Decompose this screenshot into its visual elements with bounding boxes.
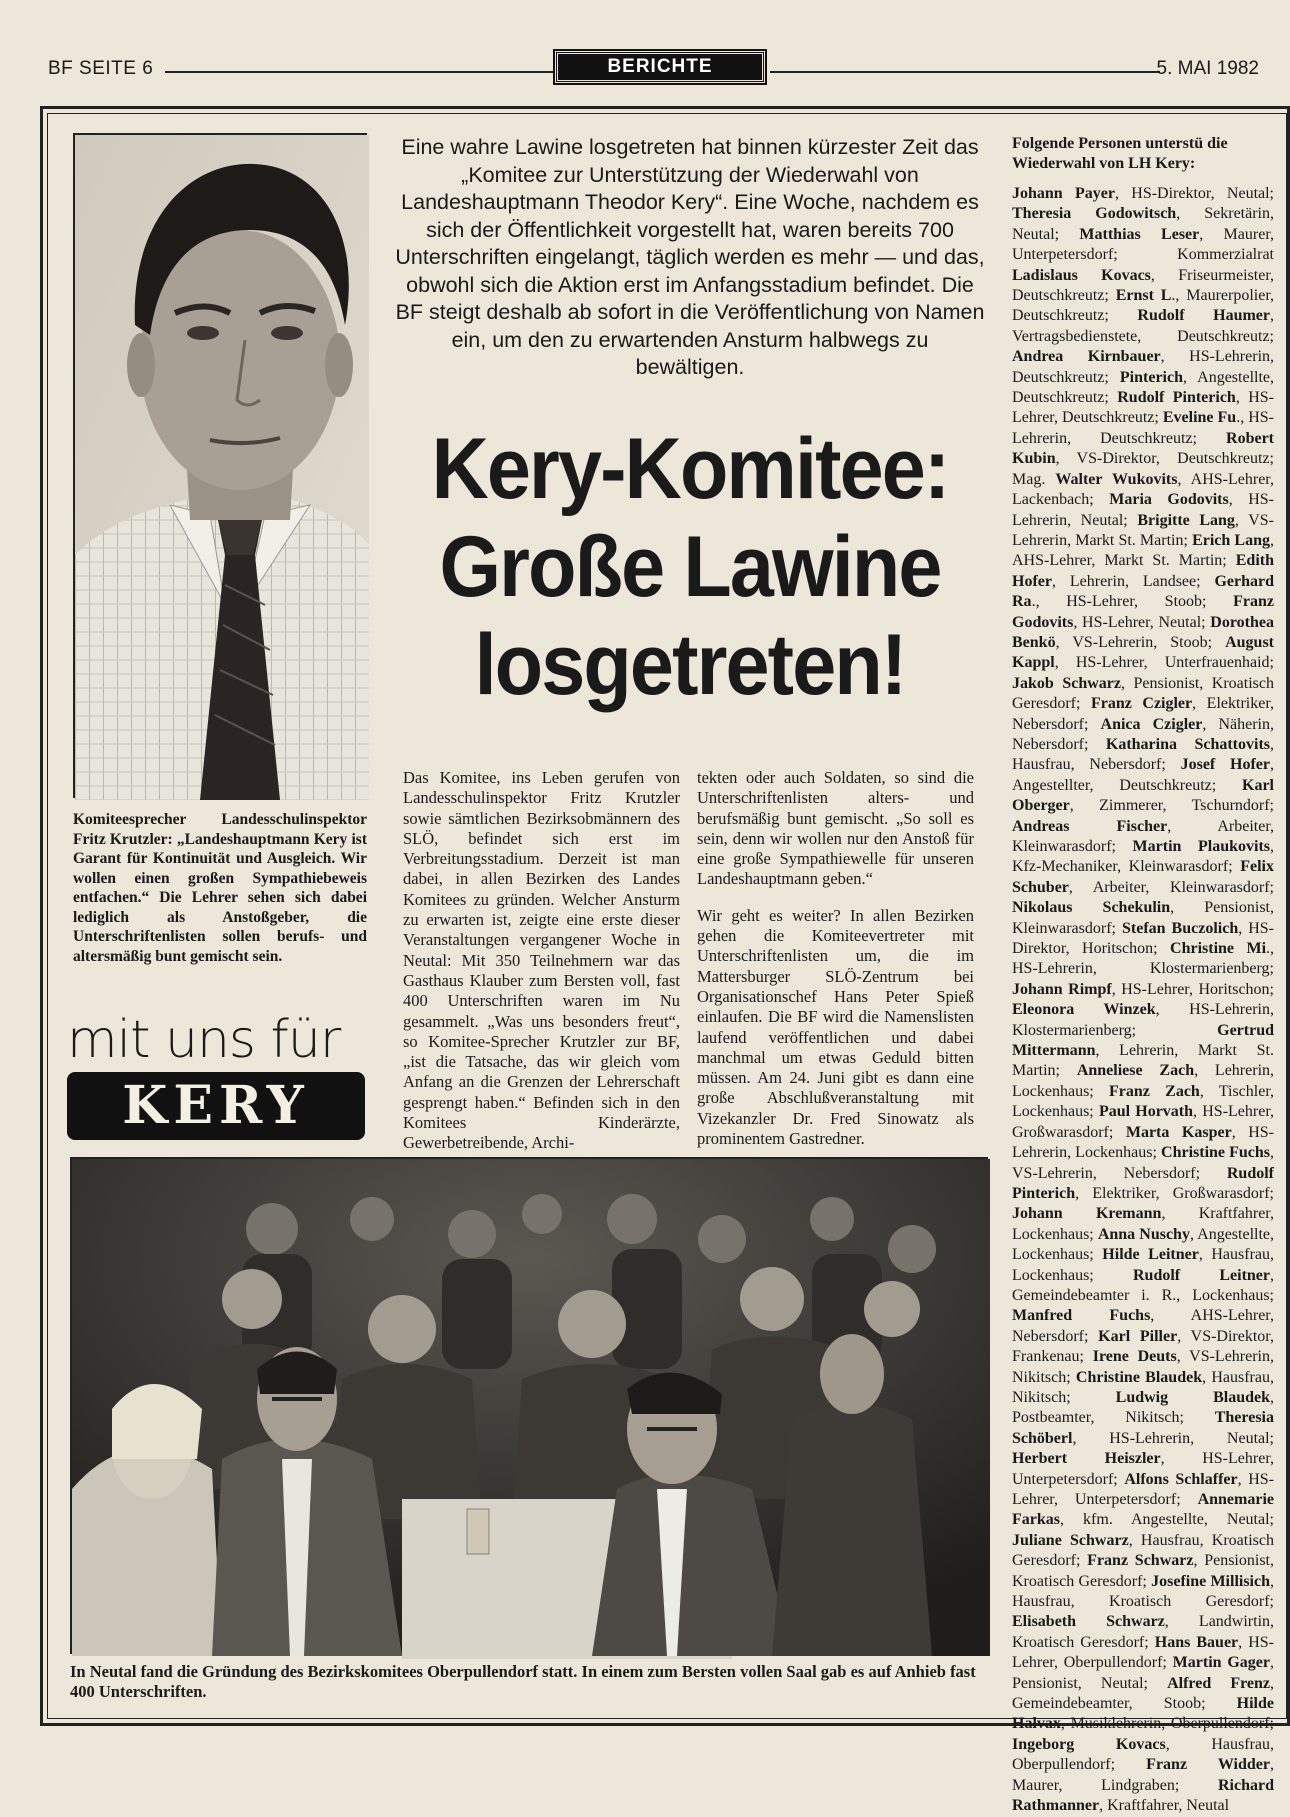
- supporter-details: , kfm. Angestellte, Neutal;: [1060, 1511, 1274, 1529]
- supporter-details: , HS-Lehrer, Horitschon;: [1111, 980, 1275, 998]
- supporter-details: , Lehrerin, Lockenhaus;: [1012, 1062, 1275, 1100]
- supporter-details: , Lehrerin, Landsee;: [1051, 572, 1215, 590]
- supporter-details: , AHS-Lehrer, Markt St. Martin;: [1012, 531, 1275, 570]
- supporter-name: Jakob Schwarz: [1012, 674, 1121, 692]
- supporter-name: Dorothea Benkö: [1012, 613, 1274, 651]
- supporter-name: Andrea Kirnbauer: [1012, 348, 1161, 366]
- supporter-details: , HS-Lehrerin, Neutal;: [1072, 1429, 1274, 1447]
- supporter-details: , Kraftfahrer, Lockenhaus;: [1012, 1205, 1274, 1243]
- supporter-details: , HS-Lehrer, Unterfrauenhaid;: [1054, 654, 1274, 672]
- supporter-details: ., Maurerpolier, Deutschkreutz;: [1012, 287, 1275, 325]
- headline-line-3: losgetreten!: [474, 617, 906, 713]
- supporter-details: , HS-Lehrerin, Klostermarienberg;: [1012, 1001, 1274, 1039]
- issue-date: 5. MAI 1982: [1156, 58, 1259, 79]
- supporter-details: , Kfz-Mechaniker, Kleinwarasdorf;: [1012, 838, 1274, 876]
- supporter-name: Eveline Fu: [1162, 409, 1237, 427]
- supporter-details: , Elektriker, Nebersdorf;: [1012, 695, 1275, 733]
- supporter-name: Richard Rathmanner: [1012, 1776, 1274, 1815]
- logo-script-text: mit uns für: [67, 1010, 341, 1070]
- supporter-list-body: [1012, 184, 1274, 1817]
- supporter-name: Andreas Fischer: [1012, 817, 1168, 835]
- supporter-details: , Angestellte, Deutschkreutz;: [1012, 368, 1274, 407]
- supporter-name: Josef Hofer: [1180, 756, 1270, 774]
- event-photo: [70, 1157, 988, 1654]
- supporter-details: , Pensionist, Neutal;: [1012, 1654, 1274, 1692]
- supporter-details: , Pensionist, Kroatisch Geresdorf;: [1012, 674, 1274, 713]
- body-column-2-paragraph-2: Wir geht es weiter? In allen Bezirken gehen die Komiteevertreter mit Unterschriftenlisten um, die im Mattersburger SLÖ-Zentrum bei Organisationschef Hans Peter Spieß einlaufen. Die BF wird die Namenslisten laufend veröffentlichen und dabei manchmal um etwas Geduld bitten müssen. Am 24. Juni gibt es dann eine große Abschlußveranstaltung mit Vizekanzler Dr. Fred Sinowatz als prominentem Gastredner.: [697, 905, 974, 1149]
- supporter-name: Hans Bauer: [1154, 1633, 1239, 1651]
- body-column-2: [697, 768, 974, 1149]
- supporter-name: August Kappl: [1012, 633, 1274, 672]
- supporter-details: , Maurer, Lindgraben;: [1012, 1756, 1274, 1794]
- supporter-name: Ernst L: [1115, 287, 1172, 305]
- supporter-name: Franz Czigler: [1090, 695, 1193, 713]
- body-column-2-paragraph-1: tekten oder auch Soldaten, so sind die Unterschriftenlisten alters- und berufsmäßig bunt gemischt. „So soll es sein, denn wir wollen nur den Anstoß für eine große Sympathiewelle für unseren Landeshauptmann geben.“: [697, 768, 974, 889]
- supporter-details: , Maurer, Unterpetersdorf; Kommerzialrat: [1012, 225, 1275, 264]
- supporter-details: , Gemeindebeamter, Stoob;: [1012, 1674, 1274, 1713]
- supporter-details: , Angestellter, Deutschkreutz;: [1012, 756, 1274, 794]
- supporter-name: Johann Kremann: [1012, 1205, 1162, 1223]
- supporter-name: Anneliese Zach: [1076, 1062, 1195, 1080]
- supporter-details: , AHS-Lehrer, Lackenbach;: [1012, 470, 1274, 509]
- supporter-details: , Landwirtin, Kroatisch Geresdorf;: [1012, 1613, 1275, 1651]
- supporter-name: Johann Rimpf: [1012, 980, 1112, 998]
- supporter-details: , Arbeiter, Kleinwarasdorf;: [1012, 817, 1275, 855]
- body-column-1: Das Komitee, ins Leben gerufen von Landesschulinspektor Fritz Krutzler sowie sämtlichen Bezirksobmännern des SLÖ, befindet sich erst im Verbreitungsstadium. Derzeit ist man dabei, in allen Bezirken des Landes Komitees zu gründen. Welcher Ansturm zu erwarten ist, zeigte eine erste dieser Veranstaltungen vergangener Woche in Neutal: Mit 350 Teilnehmern war das Gasthaus Klauber zum Bersten voll, fast 400 Unterschriften waren im Nu gesammelt. „Was uns besonders freut“, so Komitee-Sprecher Krutzler zur BF, „ist die Tatsache, das wir gleich vom Anfang an die Grenzen der Lehrerschaft gesprengt haben.“ Befinden sich in den Komitees Kinderärzte, Gewerbetreibende, Archi-: [403, 768, 680, 1153]
- headline-line-2: Große Lawine: [439, 519, 941, 615]
- supporter-name: Karl Piller: [1098, 1327, 1178, 1345]
- page-number: BF SEITE 6: [48, 58, 154, 79]
- supporter-name: Alfred Frenz: [1167, 1674, 1270, 1692]
- supporter-name: Theresia Godowitsch: [1012, 205, 1177, 223]
- supporter-details: , VS-Lehrerin, Stoob;: [1055, 633, 1226, 651]
- supporter-name: Ingeborg Kovacs: [1012, 1735, 1166, 1753]
- supporter-name: Irene Deuts: [1092, 1348, 1177, 1366]
- supporter-name: Stefan Buczolich: [1121, 919, 1239, 937]
- supporter-name: Martin Plaukovits: [1132, 838, 1270, 855]
- supporter-name: Christine Fuchs: [1161, 1144, 1271, 1162]
- supporter-details: , HS-Direktor, Horitschon;: [1012, 919, 1275, 958]
- supporter-name: Brigitte Lang: [1137, 511, 1235, 529]
- portrait-caption: Komiteesprecher Landesschulinspektor Fritz Krutzler: „Landeshauptmann Kery ist Garant für Kontinuität und Ausgleich. Wir wollen einen großen Sympathiebeweis entfachen.“ Die Lehrer sehen sich dabei lediglich als Anstoßgeber, die Unterschriftenlisten sollen berufs- und altersmäßig bunt gemischt sein.: [73, 811, 367, 965]
- supporter-details: , VS-Lehrerin, Nikitsch;: [1012, 1348, 1275, 1386]
- supporter-details: , Arbeiter, Kleinwarasdorf;: [1068, 878, 1274, 896]
- supporter-details: , Zimmerer, Tschurndorf;: [1069, 797, 1274, 815]
- supporter-details: , VS-Lehrerin, Nebersdorf;: [1012, 1144, 1275, 1182]
- supporter-name: Matthias Leser: [1079, 225, 1200, 243]
- supporter-details: , Angestellte, Lockenhaus;: [1012, 1225, 1274, 1264]
- supporter-name: Anna Nuschy: [1097, 1225, 1190, 1243]
- supporter-details: , Hausfrau, Nebersdorf;: [1012, 735, 1274, 774]
- supporter-name: Gertrud Mittermann: [1012, 1021, 1274, 1060]
- supporter-details: , Pensionist, Kroatisch Geresdorf;: [1012, 1552, 1274, 1590]
- supporter-name: Felix Schuber: [1012, 858, 1274, 896]
- supporter-list-heading: Folgende Personen unterstü die Wiederwahl von LH Kery:: [1012, 135, 1228, 172]
- supporter-details: , VS-Direktor, Deutschkreutz; Mag.: [1012, 450, 1274, 488]
- supporter-details: , Hausfrau, Kroatisch Geresdorf;: [1012, 1531, 1274, 1570]
- portrait-illustration: [75, 135, 369, 800]
- supporter-name: Franz Zach: [1109, 1082, 1200, 1100]
- portrait-photo: [73, 133, 367, 798]
- supporter-name: Pinterich: [1119, 368, 1183, 386]
- supporter-details: , Hausfrau, Nikitsch;: [1012, 1368, 1274, 1406]
- supporter-details: , Pensionist, Kleinwarasdorf;: [1012, 899, 1274, 937]
- supporter-name: Johann Payer: [1012, 185, 1115, 202]
- supporter-name: Alfons Schlaffer: [1124, 1470, 1238, 1488]
- supporter-details: , Postbeamter, Nikitsch;: [1012, 1388, 1274, 1427]
- supporter-name: Herbert Heiszler: [1012, 1450, 1161, 1468]
- supporter-name: Franz Godovits: [1012, 593, 1274, 631]
- supporter-details: , Gemeindebeamter i. R., Lockenhaus;: [1012, 1266, 1274, 1304]
- supporter-name: Manfred Fuchs: [1012, 1307, 1151, 1325]
- supporter-details: , Näherin, Nebersdorf;: [1012, 715, 1275, 753]
- supporter-name: Erich Lang: [1192, 531, 1271, 549]
- supporter-name: Elisabeth Schwarz: [1012, 1613, 1165, 1631]
- supporter-name: Juliane Schwarz: [1012, 1531, 1129, 1549]
- supporter-name: Ludwig Blaudek: [1115, 1388, 1270, 1406]
- supporter-details: , Vertragsbedienstete, Deutschkreutz;: [1012, 307, 1274, 345]
- supporter-details: , Lehrerin, Markt St. Martin;: [1012, 1042, 1274, 1080]
- supporter-details: , HS-Lehrer, Unterpetersdorf;: [1012, 1450, 1274, 1488]
- supporter-name: Franz Schwarz: [1087, 1552, 1194, 1570]
- supporter-name: Ladislaus Kovacs: [1012, 266, 1151, 284]
- headline: [419, 420, 962, 714]
- supporter-details: , Kraftfahrer, Neutal: [1099, 1797, 1230, 1815]
- supporter-details: , Tischler, Lockenhaus;: [1012, 1082, 1275, 1121]
- campaign-logo: [67, 1010, 365, 1140]
- supporter-name: Walter Wukovits: [1055, 470, 1178, 488]
- supporter-name: Eleonora Winzek: [1012, 1001, 1156, 1019]
- headline-line-1: Kery-Komitee:: [431, 421, 949, 517]
- supporter-name: Gerhard Ra: [1012, 572, 1274, 611]
- supporter-name: Theresia Schöberl: [1012, 1409, 1274, 1447]
- supporter-details: , HS-Lehrerin, Deutschkreutz;: [1012, 348, 1275, 386]
- supporter-details: , AHS-Lehrer, Nebersdorf;: [1012, 1307, 1274, 1345]
- supporter-details: , HS-Lehrer, Unterpetersdorf;: [1012, 1470, 1274, 1508]
- supporter-details: , Elektriker, Großwarasdorf;: [1075, 1184, 1274, 1202]
- supporter-name: Martin Gager: [1172, 1654, 1270, 1672]
- supporter-name: Edith Hofer: [1012, 552, 1274, 590]
- supporter-name: Rudolf Haumer: [1137, 307, 1270, 325]
- logo-name: KERY: [67, 1072, 365, 1140]
- supporter-name: Josefine Millisich: [1151, 1572, 1271, 1590]
- supporter-name: Rudolf Pinterich: [1117, 389, 1236, 407]
- supporter-details: , HS-Lehrer, Großwarasdorf;: [1012, 1103, 1275, 1141]
- supporter-list: [1012, 134, 1275, 1815]
- supporter-details: , Hausfrau, Lockenhaus;: [1012, 1246, 1275, 1284]
- supporter-name: Maria Godovits: [1109, 491, 1229, 509]
- section-tag: BERICHTE: [555, 51, 765, 83]
- supporter-name: Paul Horvath: [1098, 1103, 1194, 1121]
- supporter-name: Robert Kubin: [1012, 429, 1274, 468]
- supporter-details: ., HS-Lehrerin, Klostermarienberg;: [1012, 940, 1275, 978]
- header-rule-left: [165, 71, 553, 73]
- supporter-name: Marta Kasper: [1125, 1123, 1232, 1141]
- event-photo-illustration: [72, 1159, 990, 1656]
- supporter-name: Rudolf Leitner: [1132, 1266, 1270, 1284]
- supporter-details: , Hausfrau, Kroatisch Geresdorf;: [1012, 1572, 1275, 1611]
- supporter-details: , Musiklehrerin, Oberpullendorf;: [1060, 1715, 1274, 1733]
- supporter-details: , VS-Direktor, Frankenau;: [1012, 1327, 1274, 1366]
- supporter-name: Hilde Leitner: [1102, 1246, 1199, 1264]
- supporter-name: Katharina Schattovits: [1105, 735, 1270, 753]
- supporter-details: , HS-Lehrer, Neutal;: [1073, 613, 1211, 631]
- supporter-name: Annemarie Farkas: [1012, 1491, 1274, 1529]
- supporter-details: , HS-Lehrerin, Neutal;: [1012, 491, 1275, 529]
- supporter-name: Franz Widder: [1146, 1756, 1270, 1774]
- supporter-details: , Sekretärin, Neutal;: [1012, 205, 1274, 243]
- supporter-name: Christine Blaudek: [1075, 1368, 1203, 1386]
- supporter-name: Christine Mi: [1170, 940, 1267, 958]
- event-photo-caption: In Neutal fand die Gründung des Bezirkskomitees Oberpullendorf statt. In einem zum Bersten vollen Saal gab es auf Anhieb fast 400 Unterschriften.: [70, 1662, 976, 1701]
- supporter-name: Karl Oberger: [1012, 776, 1274, 815]
- supporter-details: , HS-Lehrer, Deutschkreutz;: [1012, 389, 1275, 427]
- supporter-details: , HS-Lehrer, Oberpullendorf;: [1012, 1633, 1274, 1672]
- supporter-name: Rudolf Pinterich: [1012, 1164, 1274, 1202]
- header-rule-right: [770, 71, 1160, 73]
- intro-paragraph: Eine wahre Lawine losgetreten hat binnen kürzester Zeit das „Komitee zur Unterstützung der Wiederwahl von Landeshauptmann Theodor Kery“. Eine Woche, nachdem es sich der Öffentlichkeit vorgestellt hat, waren bereits 700 Unterschriften eingelangt, täglich werden es mehr — und das, obwohl sich die Aktion erst im Anfangsstadium befindet. Die BF steigt deshalb ab sofort in die Veröffentlichung von Namen ein, um den zu erwartenden Ansturm halbwegs zu bewältigen.: [395, 135, 985, 379]
- supporter-details: ., HS-Lehrerin, Deutschkreutz;: [1012, 409, 1274, 447]
- supporter-details: , HS-Lehrerin, Lockenhaus;: [1012, 1123, 1275, 1162]
- supporter-name: Anica Czigler: [1100, 715, 1203, 733]
- supporter-details: ., HS-Lehrer, Stoob;: [1031, 593, 1234, 611]
- supporter-details: , Friseurmeister, Deutschkreutz;: [1012, 266, 1274, 305]
- supporter-details: , VS-Lehrerin, Markt St. Martin;: [1012, 511, 1274, 549]
- supporter-details: , Hausfrau, Oberpullendorf;: [1012, 1735, 1275, 1774]
- supporter-name: Nikolaus Schekulin: [1012, 899, 1171, 917]
- supporter-name: Hilde Halvax: [1012, 1695, 1274, 1733]
- supporter-details: , HS-Direktor, Neutal;: [1114, 185, 1274, 202]
